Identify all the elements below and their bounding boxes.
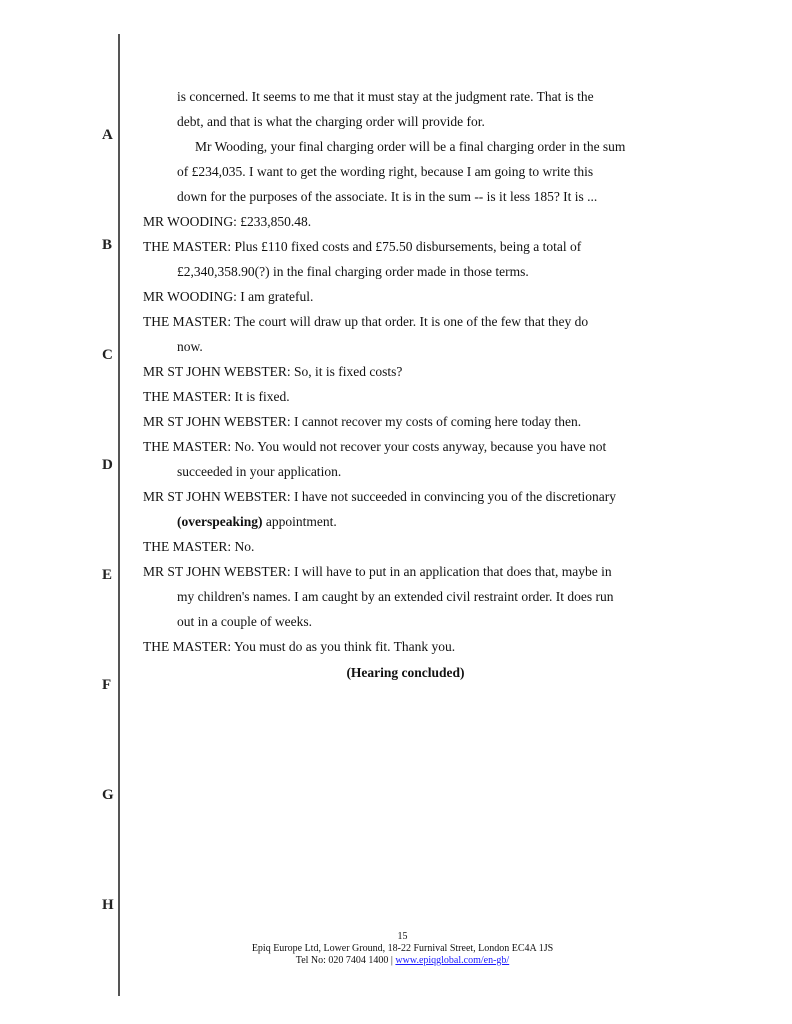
transcript-line: debt, and that is what the charging order will provide for. [177, 114, 485, 129]
margin-marker-a: A [102, 127, 113, 143]
hearing-concluded: (Hearing concluded) [346, 665, 465, 680]
overspeaking-note: (overspeaking) [177, 514, 263, 529]
transcript-line: £2,340,358.90(?) in the final charging order made in those terms. [177, 264, 529, 279]
footer-tel: Tel No: 020 7404 1400 | [295, 955, 396, 966]
transcript-line: is concerned. It seems to me that it must stay at the judgment rate. That is the [177, 89, 594, 104]
transcript-line [177, 513, 337, 530]
transcript-line: THE MASTER: You must do as you think fit. Thank you. [143, 639, 456, 654]
transcript-line: MR WOODING: I am grateful. [143, 289, 314, 304]
transcript-line: MR ST JOHN WEBSTER: So, it is fixed costs? [143, 364, 403, 379]
transcript-text: appointment. [262, 514, 337, 529]
transcript-line: MR WOODING: £233,850.48. [143, 214, 312, 229]
margin-marker-e: E [102, 567, 113, 583]
margin-marker-c: C [102, 347, 113, 363]
margin-marker-g: G [102, 787, 114, 803]
transcript-line: THE MASTER: No. You would not recover your costs anyway, because you have not [143, 439, 607, 454]
footer-contact [200, 955, 605, 967]
transcript-line: succeeded in your application. [177, 464, 342, 479]
transcript-line: Mr Wooding, your final charging order will be a final charging order in the sum [195, 139, 626, 154]
transcript-line: THE MASTER: Plus £110 fixed costs and £75.50 disbursements, being a total of [143, 239, 582, 254]
margin-marker-h: H [102, 897, 114, 913]
transcript-line: THE MASTER: No. [143, 539, 255, 554]
footer-company: Epiq Europe Ltd, Lower Ground, 18-22 Furnival Street, London EC4A 1JS [251, 943, 554, 954]
transcript-line: my children's names. I am caught by an extended civil restraint order. It does run [177, 589, 614, 604]
page-number: 15 [397, 931, 408, 942]
transcript-line: MR ST JOHN WEBSTER: I will have to put in an application that does that, maybe in [143, 564, 612, 579]
margin-marker-f: F [102, 677, 112, 693]
transcript-line: now. [177, 339, 203, 354]
footer-website-link[interactable]: www.epiqglobal.com/en-gb/ [395, 955, 510, 966]
transcript-line: of £234,035. I want to get the wording right, because I am going to write this [177, 164, 594, 179]
margin-marker-d: D [102, 457, 113, 473]
transcript-line: MR ST JOHN WEBSTER: I have not succeeded in convincing you of the discretionary [143, 489, 617, 504]
margin-marker-b: B [102, 237, 113, 253]
transcript-line: down for the purposes of the associate. It is in the sum -- is it less 185? It is ... [177, 189, 598, 204]
transcript-line: THE MASTER: The court will draw up that order. It is one of the few that they do [143, 314, 589, 329]
transcript-line: out in a couple of weeks. [177, 614, 312, 629]
transcript-line: THE MASTER: It is fixed. [143, 389, 290, 404]
margin-rule [118, 34, 120, 996]
transcript-line: MR ST JOHN WEBSTER: I cannot recover my costs of coming here today then. [143, 414, 582, 429]
